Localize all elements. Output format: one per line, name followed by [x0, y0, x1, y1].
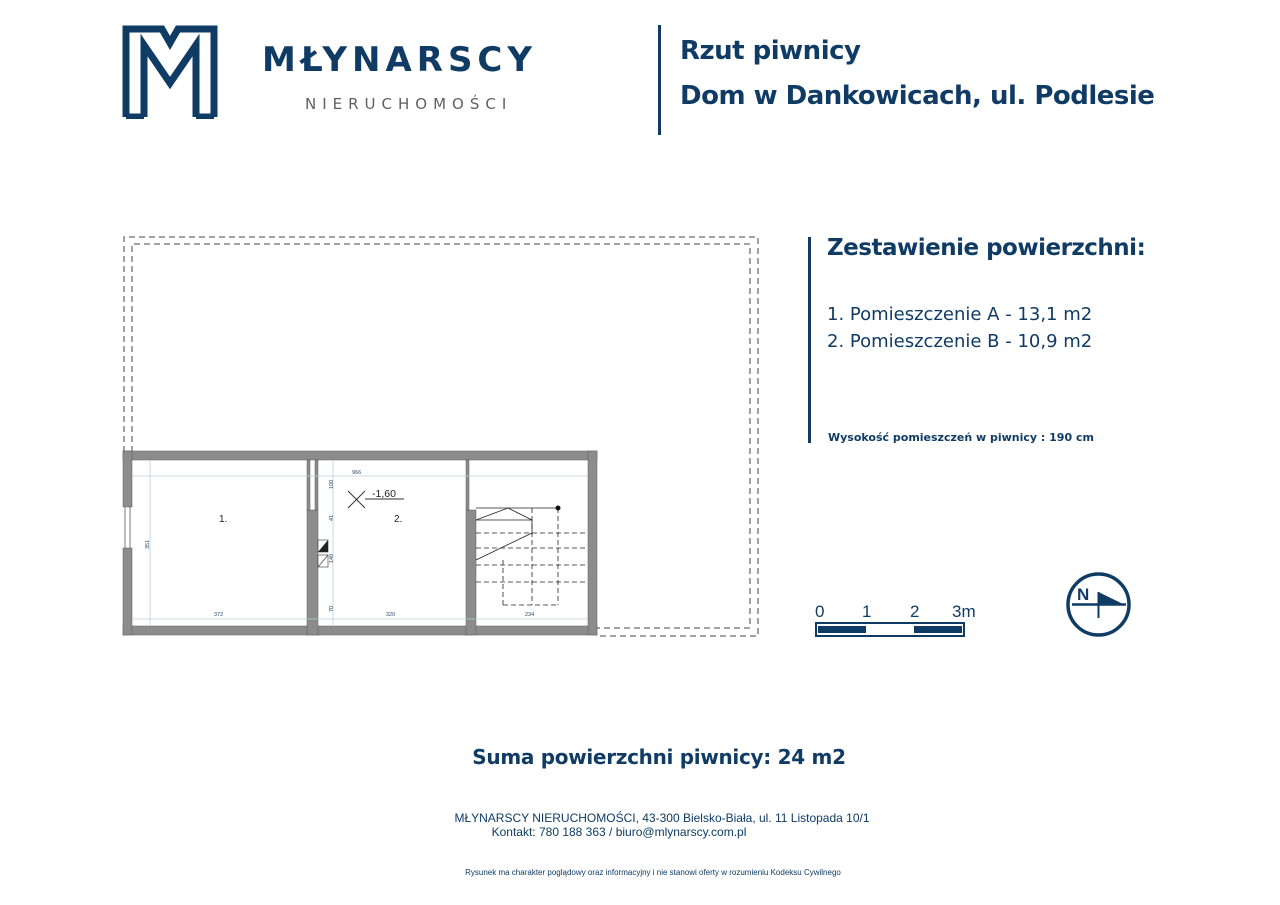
stair-landing	[476, 508, 558, 560]
level-mark-label: -1,60	[372, 488, 396, 500]
dimension-lines	[133, 461, 588, 625]
room-label-1: 1.	[219, 514, 228, 525]
total-area: Suma powierzchni piwnicy: 24 m2	[472, 745, 846, 769]
page-subtitle: Dom w Dankowicach, ul. Podlesie	[680, 81, 1155, 111]
footer-address: MŁYNARSCY NIERUCHOMOŚCI, 43-300 Bielsko-Biała, ul. 11 Listopada 10/1	[454, 811, 870, 825]
walls	[123, 451, 597, 635]
room-label-2: 2.	[394, 514, 403, 525]
scale-bar	[815, 622, 967, 638]
chimney-vents	[318, 540, 328, 567]
summary-divider	[808, 237, 811, 443]
brand-name: MŁYNARSCY	[262, 40, 537, 80]
window	[125, 507, 130, 548]
header-divider	[658, 25, 661, 135]
dimension-segment-3: 140	[329, 553, 335, 563]
scale-label-3: 3m	[952, 602, 976, 621]
floor-plan	[118, 230, 768, 645]
dimension-room1-width: 372	[214, 612, 224, 618]
north-arrow-icon	[1064, 570, 1134, 640]
dimension-segment-1: 100	[329, 479, 335, 489]
stair-marker	[556, 506, 561, 511]
compass-label: N	[1077, 585, 1090, 604]
summary-heading: Zestawienie powierzchni:	[827, 235, 1146, 261]
scale-label-0: 0	[815, 602, 825, 621]
footer-disclaimer: Rysunek ma charakter poglądowy oraz informacyjny i nie stanowi oferty w rozumieniu Kodeksu Cywilnego	[465, 868, 841, 877]
dimension-stair-width: 234	[525, 612, 535, 618]
height-note: Wysokość pomieszczeń w piwnicy : 190 cm	[828, 431, 1094, 444]
dimension-room2-width: 320	[386, 612, 396, 618]
dimension-room1-height: 351	[145, 539, 151, 549]
page-title: Rzut piwnicy	[680, 36, 861, 66]
dimension-overall-width: 966	[352, 470, 362, 476]
room-area-entry: 2. Pomieszczenie B - 10,9 m2	[827, 331, 1093, 352]
m-monogram-icon	[122, 25, 218, 119]
scale-label-1: 1	[862, 602, 872, 621]
upper-outline	[124, 237, 758, 636]
room-area-entry: 1. Pomieszczenie A - 13,1 m2	[827, 304, 1093, 325]
brand-subtitle: NIERUCHOMOŚCI	[305, 95, 513, 113]
dimension-segment-2: 41	[329, 514, 335, 521]
footer-contact: Kontakt: 780 188 363 / biuro@mlynarscy.com.pl	[491, 825, 747, 839]
scale-label-2: 2	[910, 602, 920, 621]
dimension-segment-4: 70	[329, 605, 335, 612]
